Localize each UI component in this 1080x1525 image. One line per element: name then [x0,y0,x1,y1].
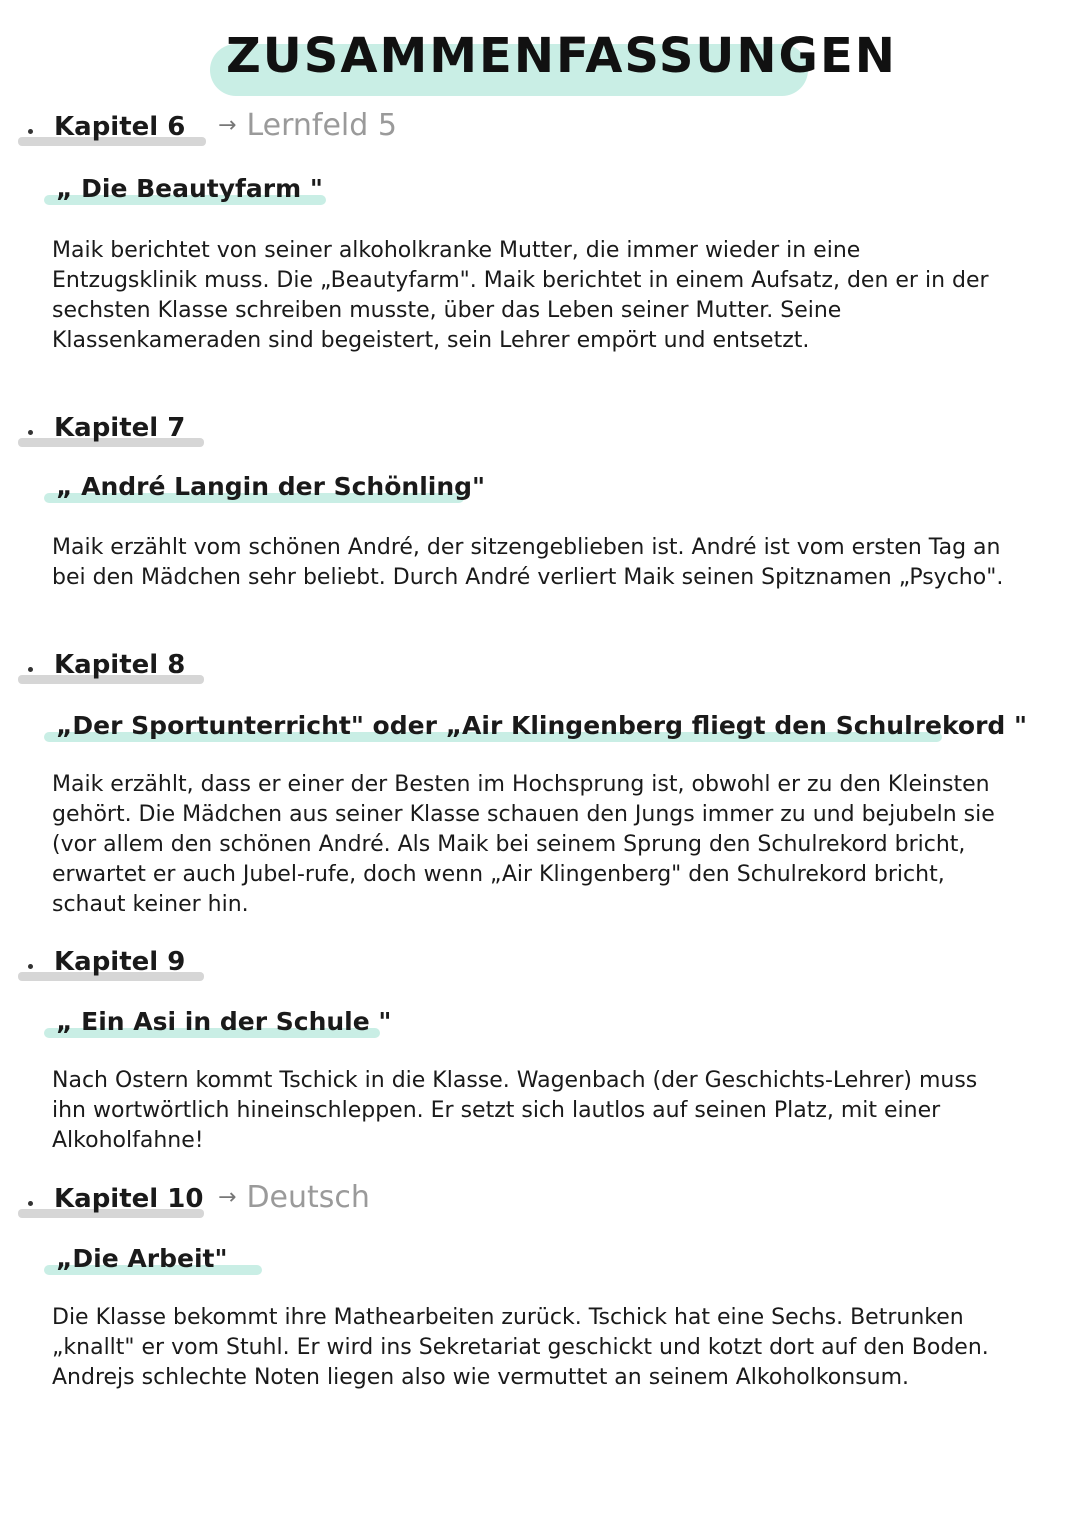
chapter-summary-7: Maik erzählt vom schönen André, der sitzengeblieben ist. André ist vom ersten Tag an bei den Mädchen sehr beliebt. Durch André verliert Maik seinen Spitznamen „Psycho". [52,535,1004,590]
arrow-right-icon: → [218,113,237,138]
chapter-heading-6 [18,108,438,152]
bullet-icon [28,964,33,969]
chapter-subtitle-9 [44,1007,394,1047]
chapter-heading-10 [18,1180,418,1224]
chapter-label: Kapitel 9 [54,947,186,977]
chapter-label: Kapitel 10 [54,1184,204,1214]
bullet-icon [28,129,33,134]
chapter-subtitle-10 [44,1244,274,1284]
chapter-label: Kapitel 6 [54,112,186,142]
chapter-subtitle-8 [44,711,1028,751]
chapter-label: Kapitel 8 [54,650,186,680]
subtitle-text: „ Die Beautyfarm " [56,174,323,203]
chapter-summary-10: Die Klasse bekommt ihre Mathearbeiten zurück. Tschick hat eine Sechs. Betrunken „knallt" er vom Stuhl. Er wird ins Sekretariat geschickt und kotzt dort auf den Boden. Andrejs schlechte Noten liegen also wie vermuttet an seinem Alkoholkonsum. [52,1305,989,1390]
subtitle-text: „ André Langin der Schönling" [56,472,486,501]
chapter-summary-6: Maik berichtet von seiner alkoholkranke Mutter, die immer wieder in eine Entzugsklinik muss. Die „Beautyfarm". Maik berichtet in einem Aufsatz, den er in der sechsten Klasse schreiben musste, über das Leben seiner Mutter. Seine Klassenkameraden sind begeistert, sein Lehrer empört und entsetzt. [52,238,989,353]
page-title: ZUSAMMENFASSUNGEN [226,28,897,84]
bullet-icon [28,1201,33,1206]
chapter-subtitle-6 [44,174,344,214]
bullet-icon [28,430,33,435]
reference-label: Lernfeld 5 [246,108,397,143]
chapter-heading-7 [18,413,218,453]
subject-reference [218,1180,370,1215]
chapter-heading-9 [18,947,218,987]
chapter-summary-8: Maik erzählt, dass er einer der Besten im Hochsprung ist, obwohl er zu den Kleinsten gehört. Die Mädchen aus seiner Klasse schauen den Jungs immer zu und bejubeln sie (vor allem den schönen André. Als Maik bei seinem Sprung den Schulrekord bricht, erwartet er auch Jubel-rufe, doch wenn „Air Klingenberg" den Schulrekord bricht, schaut keiner hin. [52,772,995,917]
subtitle-text: „Der Sportunterricht" oder „Air Klingenberg fliegt den Schulrekord " [56,711,1028,740]
chapter-label: Kapitel 7 [54,413,186,443]
chapter-subtitle-7 [44,472,484,512]
subject-reference [218,108,397,143]
reference-label: Deutsch [246,1180,370,1215]
chapter-summary-9: Nach Ostern kommt Tschick in die Klasse. Wagenbach (der Geschichts-Lehrer) muss ihn wortwörtlich hineinschleppen. Er setzt sich lautlos auf seinen Platz, mit einer Alkoholfahne! [52,1068,978,1153]
arrow-right-icon: → [218,1185,237,1210]
subtitle-text: „ Ein Asi in der Schule " [56,1007,392,1036]
subtitle-text: „Die Arbeit" [56,1244,228,1273]
title-block [210,14,897,94]
chapter-heading-8 [18,650,218,690]
bullet-icon [28,667,33,672]
